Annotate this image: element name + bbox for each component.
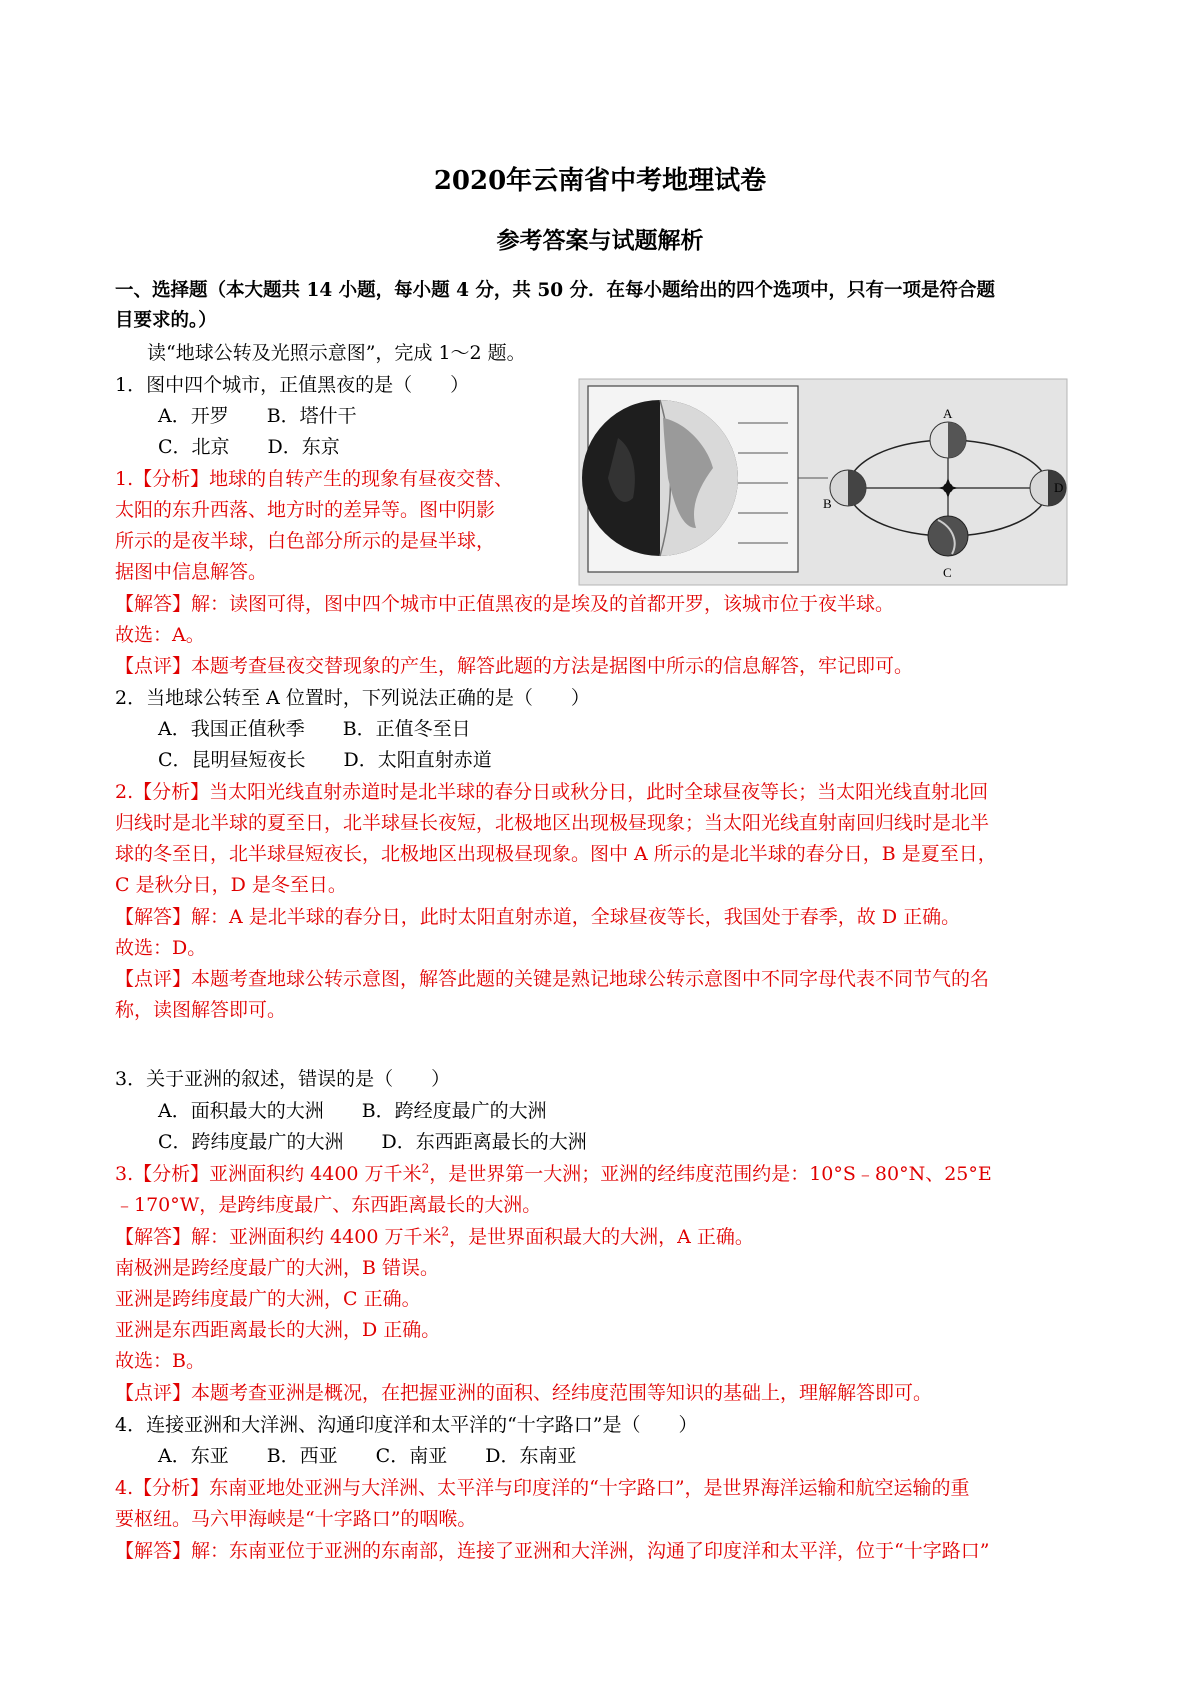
q3-choice: 故选：B。 bbox=[115, 1350, 205, 1372]
q2-analysis-line: 球的冬至日，北半球昼短夜长，北极地区出现极昼现象。图中 A 所示的是北半球的春分日，B 是夏至日， bbox=[115, 843, 997, 865]
q4-options: A．东亚 B．西亚 C．南亚 D．东南亚 bbox=[158, 1445, 577, 1467]
page-title: 2020年云南省中考地理试卷 bbox=[433, 166, 767, 196]
q3-stem: 3．关于亚洲的叙述，错误的是（ ） bbox=[115, 1068, 451, 1090]
q1-analysis-line: 1.【分析】地球的自转产生的现象有昼夜交替、 bbox=[115, 468, 514, 490]
position-label-b: B bbox=[823, 496, 832, 511]
q1-answer: 【解答】解：读图可得，图中四个城市中正值黑夜的是埃及的首都开罗，该城市位于夜半球。 bbox=[115, 593, 895, 615]
q2-analysis-line: C 是秋分日，D 是冬至日。 bbox=[115, 874, 347, 896]
intro-text: 读“地球公转及光照示意图”，完成 1～2 题。 bbox=[147, 342, 526, 364]
q2-choice: 故选：D。 bbox=[115, 937, 207, 959]
q1-options-cd: C．北京 D．东京 bbox=[158, 436, 340, 458]
earth-revolution-diagram bbox=[578, 378, 1068, 586]
q2-stem: 2．当地球公转至 A 位置时，下列说法正确的是（ ） bbox=[115, 687, 590, 709]
q2-analysis-line: 2.【分析】当太阳光线直射赤道时是北半球的春分日或秋分日，此时全球昼夜等长；当太阳光线直射北回 bbox=[115, 781, 989, 803]
page-subtitle: 参考答案与试题解析 bbox=[496, 227, 704, 254]
earth-globe-icon bbox=[582, 400, 738, 556]
section-heading: 一、选择题（本大题共 14 小题，每小题 4 分，共 50 分．在每小题给出的四个选项中，只有一项是符合题 bbox=[115, 280, 996, 301]
q3-analysis: 3.【分析】亚洲面积约 4400 万千米$^2$，是世界第一大洲；亚洲的经纬度范围约是：10°S﹣80°N、25°E bbox=[115, 1161, 992, 1185]
q2-analysis-line: 归线时是北半球的夏至日，北半球昼长夜短，北极地区出现极昼现象；当太阳光线直射南回归线时是北半 bbox=[115, 812, 990, 834]
q4-stem: 4．连接亚洲和大洋洲、沟通印度洋和太平洋的“十字路口”是（ ） bbox=[115, 1414, 698, 1436]
q2-answer: 【解答】解：A 是北半球的春分日，此时太阳直射赤道，全球昼夜等长，我国处于春季，故 D 正确。 bbox=[115, 906, 961, 928]
q1-choice: 故选：A。 bbox=[115, 624, 205, 646]
q3-answer-line-b: 南极洲是跨经度最广的大洲，B 错误。 bbox=[115, 1257, 440, 1279]
q1-analysis-line: 据图中信息解答。 bbox=[115, 561, 268, 583]
q1-analysis-line: 太阳的东升西落、地方时的差异等。图中阴影 bbox=[115, 499, 496, 521]
q2-comment: 【点评】本题考查地球公转示意图，解答此题的关键是熟记地球公转示意图中不同字母代表不同节气的名 bbox=[115, 968, 990, 990]
position-label-a: A bbox=[943, 406, 953, 421]
q2-comment-cont: 称，读图解答即可。 bbox=[115, 999, 287, 1021]
position-label-c: C bbox=[943, 565, 952, 580]
section-heading-cont: 目要求的。） bbox=[115, 310, 217, 331]
q1-comment: 【点评】本题考查昼夜交替现象的产生，解答此题的方法是据图中所示的信息解答，牢记即可。 bbox=[115, 655, 914, 677]
q3-options-ab: A．面积最大的大洲 B．跨经度最广的大洲 bbox=[158, 1100, 547, 1122]
earth-position-c-icon bbox=[928, 516, 968, 556]
q3-options-cd: C．跨纬度最广的大洲 D．东西距离最长的大洲 bbox=[158, 1131, 587, 1153]
q1-analysis-line: 所示的是夜半球，白色部分所示的是昼半球， bbox=[115, 530, 496, 552]
q1-options-ab: A．开罗 B．塔什干 bbox=[158, 405, 357, 427]
q4-analysis: 4.【分析】东南亚地处亚洲与大洋洲、太平洋与印度洋的“十字路口”，是世界海洋运输和航空运输的重 bbox=[115, 1477, 970, 1499]
q1-stem: 1．图中四个城市，正值黑夜的是（ ） bbox=[115, 374, 470, 396]
q3-answer: 【解答】解：亚洲面积约 4400 万千米$^2$，是世界面积最大的大洲，A 正确。 bbox=[115, 1224, 754, 1248]
q3-analysis-cont: ﹣170°W，是跨纬度最广、东西距离最长的大洲。 bbox=[115, 1194, 542, 1216]
q4-answer: 【解答】解：东南亚位于亚洲的东南部，连接了亚洲和大洋洲，沟通了印度洋和太平洋，位于“十字路口” bbox=[115, 1540, 990, 1562]
q3-answer-line-c: 亚洲是跨纬度最广的大洲，C 正确。 bbox=[115, 1288, 421, 1310]
q2-options-cd: C．昆明昼短夜长 D．太阳直射赤道 bbox=[158, 749, 492, 771]
q2-options-ab: A．我国正值秋季 B．正值冬至日 bbox=[158, 718, 471, 740]
position-label-d: D bbox=[1054, 480, 1064, 495]
q3-comment: 【点评】本题考查亚洲是概况，在把握亚洲的面积、经纬度范围等知识的基础上，理解解答即可。 bbox=[115, 1382, 933, 1404]
earth-position-b-icon bbox=[830, 470, 866, 506]
q4-analysis-cont: 要枢纽。马六甲海峡是“十字路口”的咽喉。 bbox=[115, 1508, 477, 1530]
q3-answer-line-d: 亚洲是东西距离最长的大洲，D 正确。 bbox=[115, 1319, 441, 1341]
earth-position-a-icon bbox=[930, 422, 966, 458]
